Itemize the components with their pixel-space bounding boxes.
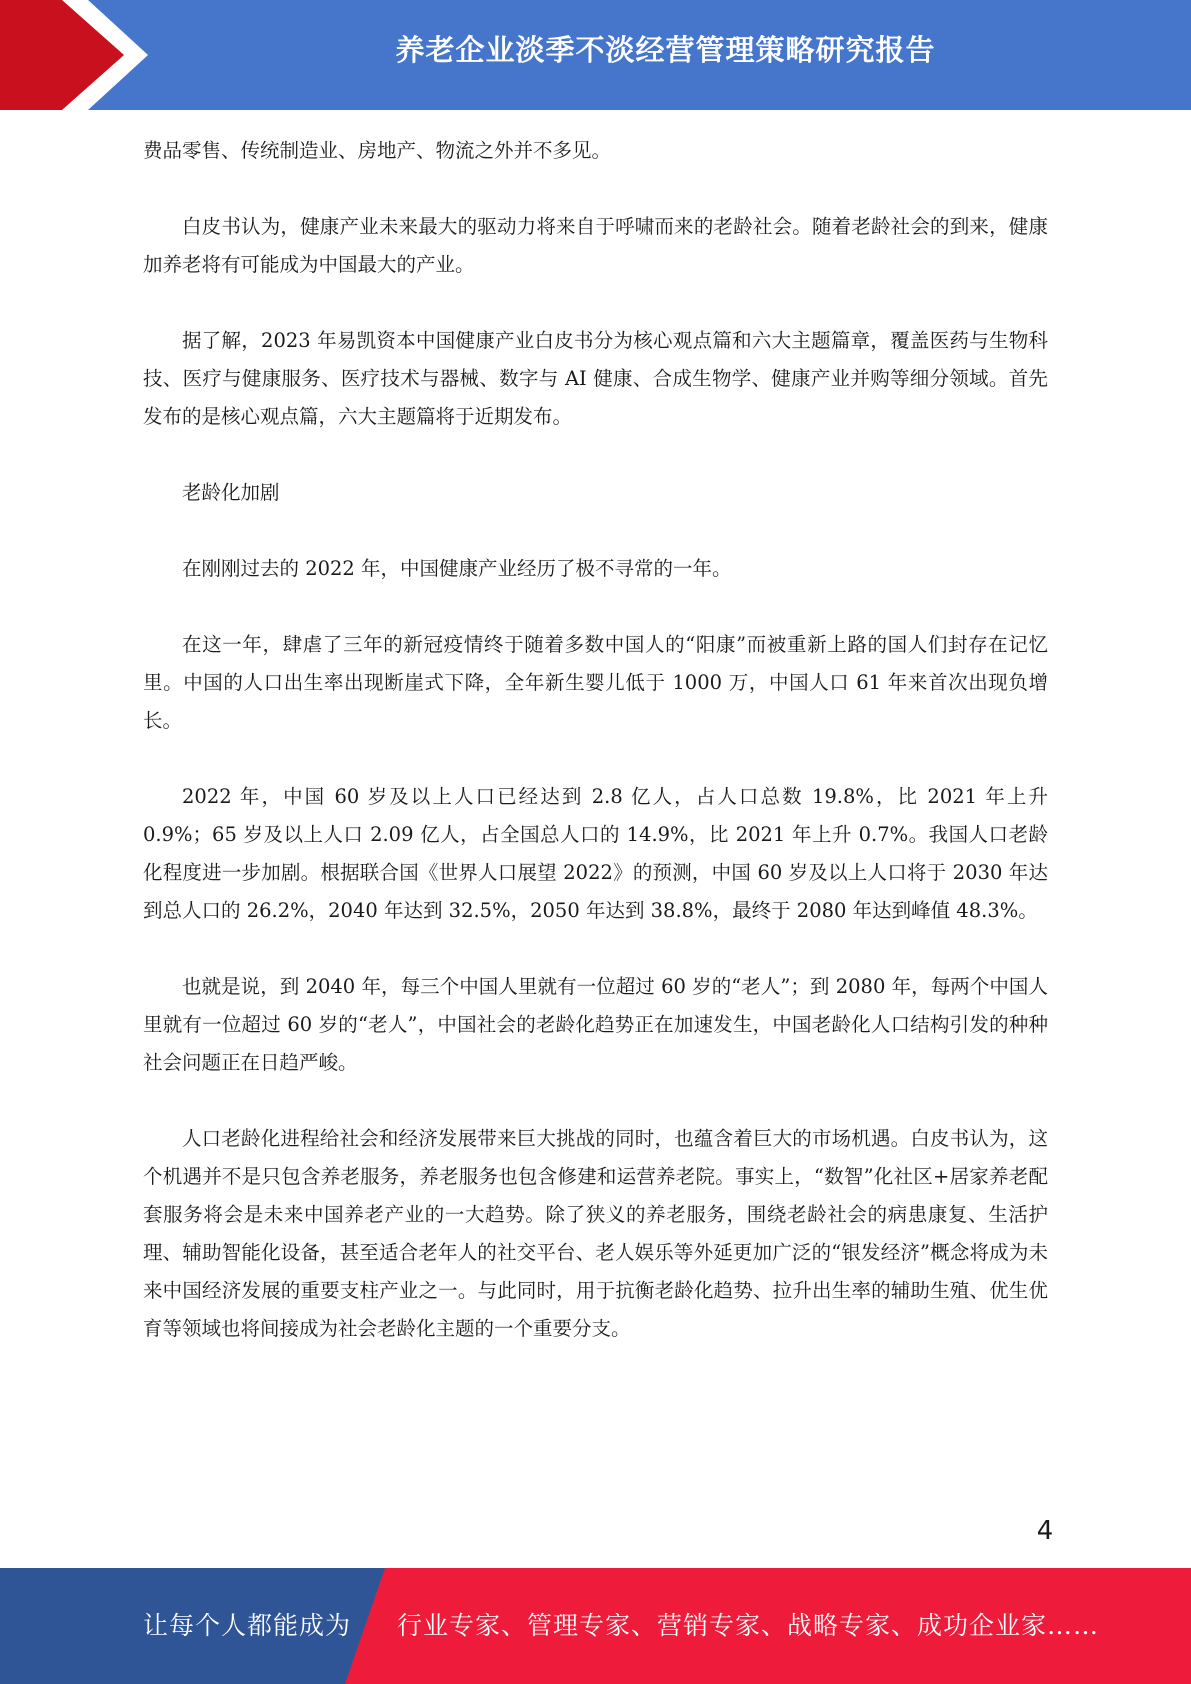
body-text (143, 132, 1048, 1386)
page-header (0, 0, 1191, 110)
document-title: 养老企业淡季不淡经营管理策略研究报告 (395, 33, 936, 67)
paragraph: 在这一年，肆虐了三年的新冠疫情终于随着多数中国人的“阳康”而被重新上路的国人们封存在记忆里。中国的人口出生率出现断崖式下降，全年新生婴儿低于 1000 万，中国人口 61 年来首次出现负增长。 (143, 633, 1048, 732)
page-footer (0, 1568, 1191, 1684)
page-number: 4 (1036, 1516, 1054, 1546)
header-arrow-decoration (0, 0, 160, 110)
footer-slogan-right: 行业专家、管理专家、营销专家、战略专家、成功企业家…… (397, 1611, 1100, 1640)
paragraph: 人口老龄化进程给社会和经济发展带来巨大挑战的同时，也蕴含着巨大的市场机遇。白皮书认为，这个机遇并不是只包含养老服务，养老服务也包含修建和运营养老院。事实上，“数智”化社区+居家养老配套服务将会是未来中国养老产业的一大趋势。除了狭义的养老服务，围绕老龄社会的病患康复、生活护理、辅助智能化设备，甚至适合老年人的社交平台、老人娱乐等外延更加广泛的“银发经济”概念将成为未来中国经济发展的重要支柱产业之一。与此同时，用于抗衡老龄化趋势、拉升出生率的辅助生殖、优生优育等领域也将间接成为社会老龄化主题的一个重要分支。 (143, 1127, 1048, 1340)
section-heading: 老龄化加剧 (182, 481, 280, 504)
paragraph: 在刚刚过去的 2022 年，中国健康产业经历了极不寻常的一年。 (182, 557, 732, 580)
footer-slogan-left: 让每个人都能成为 (143, 1611, 352, 1640)
paragraph: 白皮书认为，健康产业未来最大的驱动力将来自于呼啸而来的老龄社会。随着老龄社会的到来，健康加养老将有可能成为中国最大的产业。 (143, 215, 1048, 276)
paragraph: 也就是说，到 2040 年，每三个中国人里就有一位超过 60 岁的“老人”；到 2080 年，每两个中国人里就有一位超过 60 岁的“老人”，中国社会的老龄化趋势正在加速发生，中国老龄化人口结构引发的种种社会问题正在日趋严峻。 (143, 975, 1048, 1074)
paragraph: 费品零售、传统制造业、房地产、物流之外并不多见。 (143, 139, 612, 162)
paragraph: 2022 年，中国 60 岁及以上人口已经达到 2.8 亿人，占人口总数 19.8%，比 2021 年上升 0.9%；65 岁及以上人口 2.09 亿人，占全国总人口的 14.9%，比 2021 年上升 0.7%。我国人口老龄化程度进一步加剧。根据联合国《世界人口展望 2022》的预测，中国 60 岁及以上人口将于 2030 年达到总人口的 26.2%，2040 年达到 32.5%，2050 年达到 38.8%，最终于 2080 年达到峰值 48.3%。 (143, 785, 1048, 922)
paragraph: 据了解，2023 年易凯资本中国健康产业白皮书分为核心观点篇和六大主题篇章，覆盖医药与生物科技、医疗与健康服务、医疗技术与器械、数字与 AI 健康、合成生物学、健康产业并购等细分领域。首先发布的是核心观点篇，六大主题篇将于近期发布。 (143, 329, 1048, 428)
